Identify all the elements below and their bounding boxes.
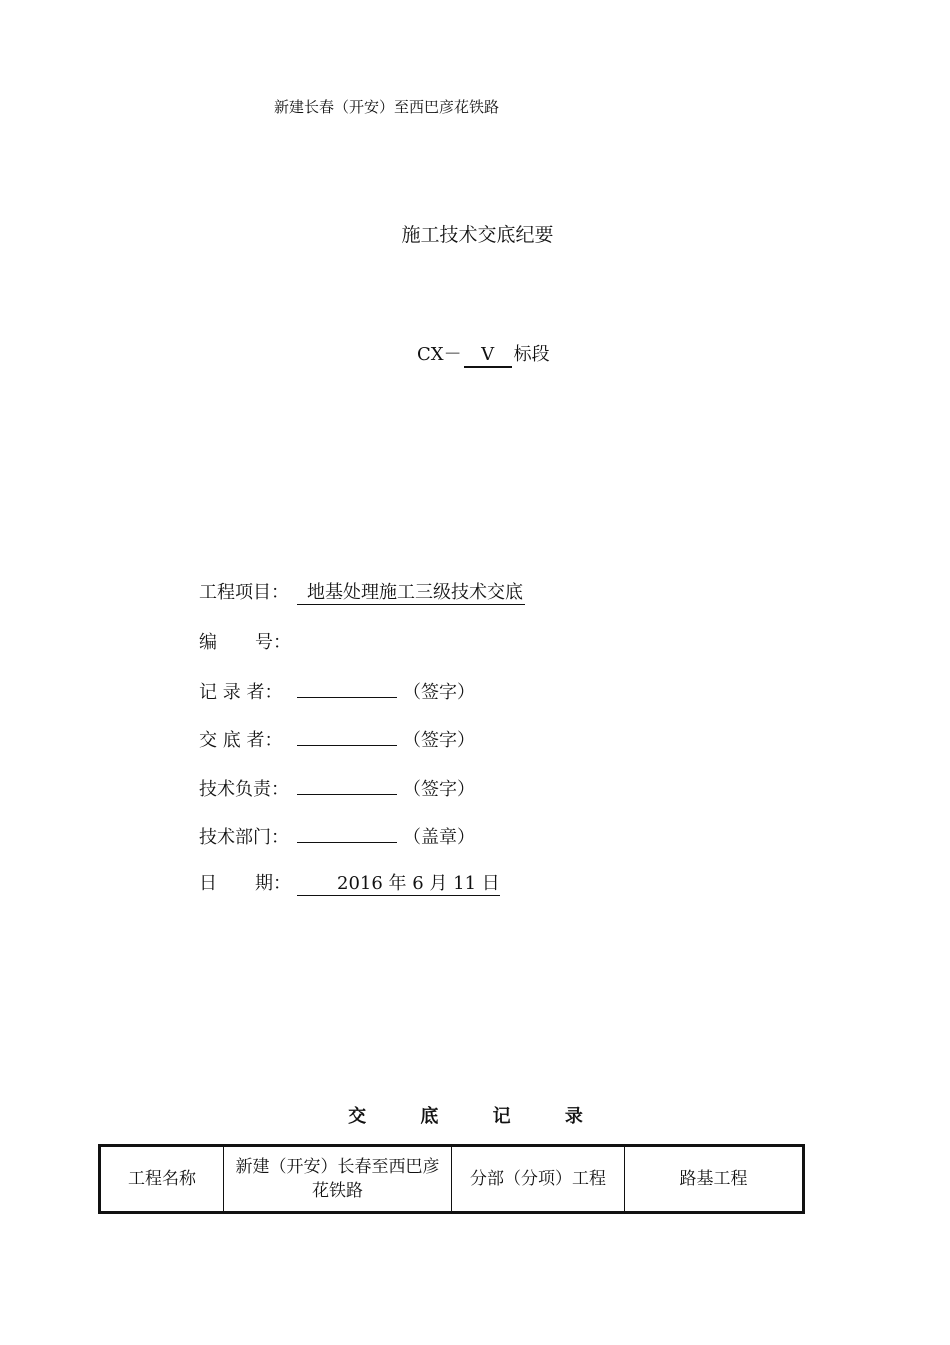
part-value-cell[interactable]: 路基工程 — [625, 1146, 804, 1213]
field-tech-lead-note: （签字） — [403, 779, 475, 800]
field-project — [199, 578, 525, 605]
document-title: 施工技术交底纪要 — [401, 224, 554, 246]
project-name-value-cell[interactable]: 新建（开安）长春至西巴彦花铁路 — [224, 1146, 452, 1213]
field-project-label: 工程项目： — [199, 582, 289, 603]
field-recorder-value[interactable] — [297, 675, 397, 698]
field-recorder-note: （签字） — [403, 682, 475, 703]
section-line — [417, 340, 550, 368]
field-number-label: 编 号： — [199, 632, 291, 653]
field-date — [199, 869, 500, 896]
project-header-line: 新建长春（开安）至西巴彦花铁路 — [274, 98, 500, 116]
records-title: 交 底 记 录 — [348, 1106, 607, 1127]
field-presenter — [199, 723, 475, 752]
project-name-label-cell: 工程名称 — [100, 1146, 224, 1213]
field-project-value[interactable]: 地基处理施工三级技术交底 — [297, 582, 525, 605]
field-date-value[interactable]: 2016 年 6 月 11 日 — [297, 873, 500, 896]
field-tech-dept-note: （盖章） — [403, 827, 475, 848]
field-tech-dept — [199, 820, 475, 849]
field-presenter-note: （签字） — [403, 730, 475, 751]
field-recorder — [199, 675, 475, 704]
field-presenter-value[interactable] — [297, 723, 397, 746]
table-row — [100, 1146, 804, 1213]
section-code[interactable]: V — [464, 344, 512, 368]
field-tech-lead — [199, 772, 475, 801]
section-prefix: CX－ — [417, 344, 462, 365]
field-recorder-label: 记 录 者： — [199, 682, 283, 703]
field-date-label: 日 期： — [199, 873, 291, 894]
field-presenter-label: 交 底 者： — [199, 730, 283, 751]
field-number — [199, 626, 291, 654]
section-suffix: 标段 — [513, 344, 550, 365]
field-tech-dept-label: 技术部门： — [199, 827, 289, 848]
part-label-cell: 分部（分项）工程 — [452, 1146, 625, 1213]
field-tech-lead-label: 技术负责： — [199, 779, 289, 800]
field-tech-dept-value[interactable] — [297, 820, 397, 843]
records-info-table — [98, 1144, 805, 1214]
field-tech-lead-value[interactable] — [297, 772, 397, 795]
